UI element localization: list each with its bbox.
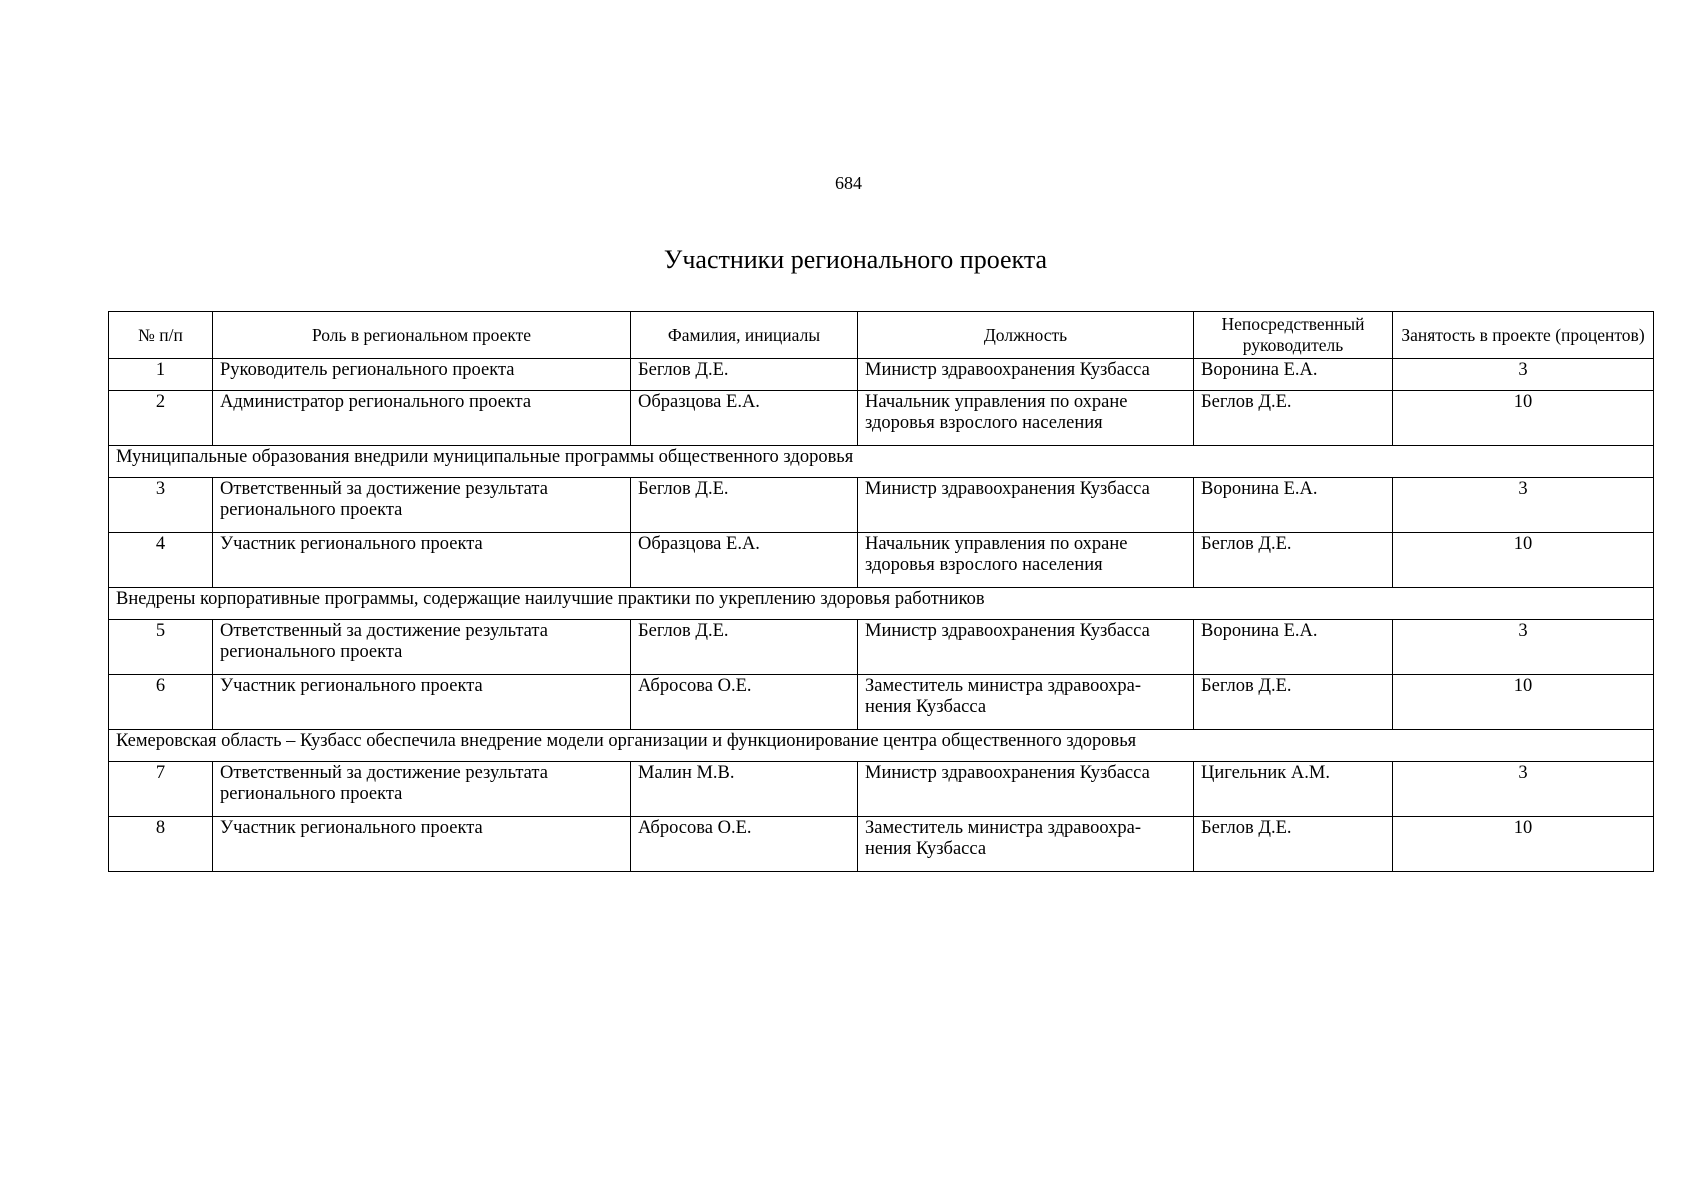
cell-supervisor: Воронина Е.А.: [1194, 359, 1393, 391]
section-header-row: [109, 446, 1654, 478]
section-title: Кемеровская область – Кузбасс обеспечила внедрение модели организации и функционирование центра общественного здоровья: [109, 730, 1654, 762]
page-number: 684: [835, 173, 862, 193]
cell-position: Министр здравоохранения Кузбасса: [858, 359, 1194, 391]
section-header-row: [109, 588, 1654, 620]
section-title: Внедрены корпоративные программы, содержащие наилучшие практики по укреплению здоровья работников: [109, 588, 1654, 620]
cell-employment: 3: [1393, 762, 1654, 817]
table-row: [109, 391, 1654, 446]
cell-name: Абросова О.Е.: [631, 675, 858, 730]
cell-position: Министр здравоохранения Кузбасса: [858, 478, 1194, 533]
cell-supervisor: Воронина Е.А.: [1194, 478, 1393, 533]
cell-name: Малин М.В.: [631, 762, 858, 817]
cell-role: Руководитель регионального проекта: [213, 359, 631, 391]
participants-table: [108, 311, 1654, 872]
cell-supervisor: Воронина Е.А.: [1194, 620, 1393, 675]
column-header-num: № п/п: [109, 312, 213, 359]
cell-position: Заместитель министра здравоохра-нения Кузбасса: [858, 675, 1194, 730]
table-row: [109, 620, 1654, 675]
page-title: Участники регионального проекта: [663, 245, 1048, 274]
column-header-position: Должность: [858, 312, 1194, 359]
cell-role: Участник регионального проекта: [213, 675, 631, 730]
cell-name: Образцова Е.А.: [631, 533, 858, 588]
cell-role: Ответственный за достижение результата регионального проекта: [213, 762, 631, 817]
table-row: [109, 675, 1654, 730]
cell-position: Начальник управления по охране здоровья взрослого населения: [858, 391, 1194, 446]
cell-num: 8: [109, 817, 213, 872]
column-header-supervisor: Непосредственный руководитель: [1194, 312, 1393, 359]
table-row: [109, 817, 1654, 872]
cell-employment: 3: [1393, 478, 1654, 533]
cell-position: Начальник управления по охране здоровья взрослого населения: [858, 533, 1194, 588]
section-header-row: [109, 730, 1654, 762]
cell-supervisor: Беглов Д.Е.: [1194, 817, 1393, 872]
cell-name: Образцова Е.А.: [631, 391, 858, 446]
cell-role: Администратор регионального проекта: [213, 391, 631, 446]
cell-num: 3: [109, 478, 213, 533]
table-header-row: [109, 312, 1654, 359]
cell-num: 2: [109, 391, 213, 446]
cell-num: 6: [109, 675, 213, 730]
cell-supervisor: Беглов Д.Е.: [1194, 675, 1393, 730]
cell-position: Министр здравоохранения Кузбасса: [858, 620, 1194, 675]
table-row: [109, 762, 1654, 817]
cell-supervisor: Беглов Д.Е.: [1194, 391, 1393, 446]
cell-supervisor: Беглов Д.Е.: [1194, 533, 1393, 588]
column-header-name: Фамилия, инициалы: [631, 312, 858, 359]
cell-position: Министр здравоохранения Кузбасса: [858, 762, 1194, 817]
cell-employment: 10: [1393, 675, 1654, 730]
table-row: [109, 478, 1654, 533]
column-header-role: Роль в региональном проекте: [213, 312, 631, 359]
cell-position: Заместитель министра здравоохра-нения Кузбасса: [858, 817, 1194, 872]
cell-num: 4: [109, 533, 213, 588]
cell-name: Абросова О.Е.: [631, 817, 858, 872]
cell-employment: 10: [1393, 391, 1654, 446]
cell-num: 7: [109, 762, 213, 817]
section-title: Муниципальные образования внедрили муниципальные программы общественного здоровья: [109, 446, 1654, 478]
cell-num: 1: [109, 359, 213, 391]
cell-role: Ответственный за достижение результата регионального проекта: [213, 478, 631, 533]
cell-num: 5: [109, 620, 213, 675]
cell-role: Участник регионального проекта: [213, 533, 631, 588]
cell-name: Беглов Д.Е.: [631, 478, 858, 533]
table-row: [109, 533, 1654, 588]
cell-employment: 10: [1393, 533, 1654, 588]
cell-supervisor: Цигельник А.М.: [1194, 762, 1393, 817]
cell-name: Беглов Д.Е.: [631, 359, 858, 391]
cell-role: Участник регионального проекта: [213, 817, 631, 872]
cell-role: Ответственный за достижение результата регионального проекта: [213, 620, 631, 675]
cell-employment: 3: [1393, 620, 1654, 675]
table-row: [109, 359, 1654, 391]
cell-employment: 3: [1393, 359, 1654, 391]
cell-employment: 10: [1393, 817, 1654, 872]
cell-name: Беглов Д.Е.: [631, 620, 858, 675]
column-header-employment: Занятость в проекте (процентов): [1393, 312, 1654, 359]
